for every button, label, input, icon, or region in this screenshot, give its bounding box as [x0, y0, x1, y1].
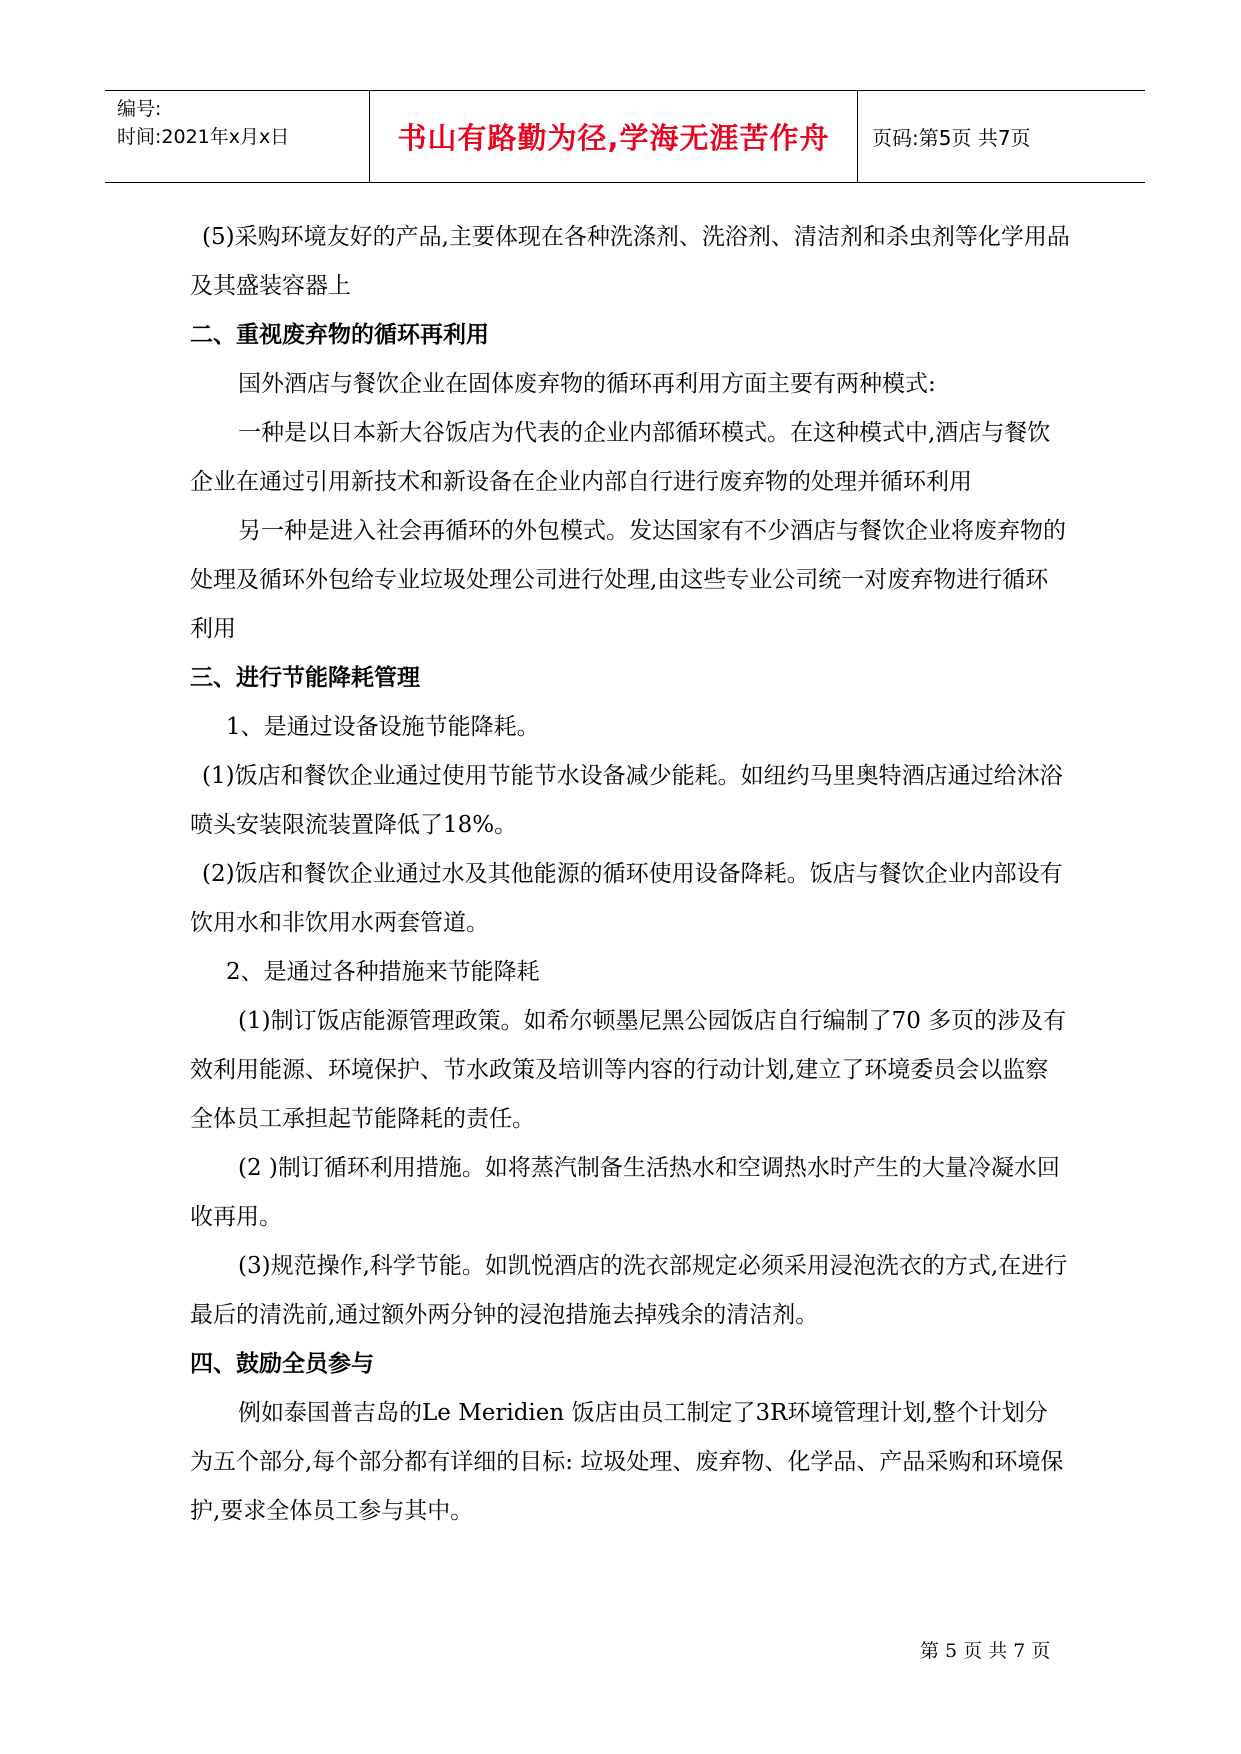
section-heading: 四、鼓励全员参与 — [190, 1351, 374, 1377]
paragraph: 一种是以日本新大谷饭店为代表的企业内部循环模式。在这种模式中,酒店与餐饮企业在通过引用新技术和新设备在企业内部自行进行废弃物的处理并循环利用 — [190, 420, 1051, 495]
paragraph: 2、是通过各种措施来节能降耗 — [226, 959, 540, 985]
section-heading: 二、重视废弃物的循环再利用 — [190, 322, 489, 348]
paragraph: (1)饭店和餐饮企业通过使用节能节水设备减少能耗。如纽约马里奥特酒店通过给沐浴喷头安装限流装置降低了18%。 — [190, 763, 1063, 838]
document-body — [190, 213, 1070, 1536]
page-header — [105, 90, 1145, 183]
paragraph: (2 )制订循环利用措施。如将蒸汽制备生活热水和空调热水时产生的大量冷凝水回收再用。 — [190, 1155, 1060, 1230]
number-label: 编号: — [117, 98, 162, 120]
page-code: 页码:第5页 共7页 — [872, 126, 1031, 150]
paragraph: 例如泰国普吉岛的Le Meridien 饭店由员工制定了3R环境管理计划,整个计划分为五个部分,每个部分都有详细的目标: 垃圾处理、废弃物、化学品、产品采购和环境保护,要求全体员工参与其中。 — [190, 1400, 1064, 1524]
header-left-cell — [105, 91, 370, 182]
paragraph: (2)饭店和餐饮企业通过水及其他能源的循环使用设备降耗。饭店与餐饮企业内部设有饮用水和非饮用水两套管道。 — [190, 861, 1063, 936]
page-footer: 第 5 页 共 7 页 — [920, 1640, 1051, 1662]
time-label: 时间:2021年x月x日 — [117, 126, 290, 148]
paragraph: 国外酒店与餐饮企业在固体废弃物的循环再利用方面主要有两种模式: — [238, 371, 936, 397]
paragraph: 另一种是进入社会再循环的外包模式。发达国家有不少酒店与餐饮企业将废弃物的处理及循环外包给专业垃圾处理公司进行处理,由这些专业公司统一对废弃物进行循环利用 — [190, 518, 1066, 642]
section-heading: 三、进行节能降耗管理 — [190, 665, 420, 691]
paragraph: (5)采购环境友好的产品,主要体现在各种洗涤剂、洗浴剂、清洁剂和杀虫剂等化学用品及其盛装容器上 — [190, 224, 1070, 299]
paragraph: 1、是通过设备设施节能降耗。 — [226, 714, 540, 740]
motto: 书山有路勤为径,学海无涯苦作舟 — [370, 91, 858, 182]
paragraph: (3)规范操作,科学节能。如凯悦酒店的洗衣部规定必须采用浸泡洗衣的方式,在进行最后的清洗前,通过额外两分钟的浸泡措施去掉残余的清洁剂。 — [190, 1253, 1068, 1328]
paragraph: (1)制订饭店能源管理政策。如希尔顿墨尼黑公园饭店自行编制了70 多页的涉及有效利用能源、环境保护、节水政策及培训等内容的行动计划,建立了环境委员会以监察全体员工承担起节能降耗的责任。 — [190, 1008, 1067, 1132]
